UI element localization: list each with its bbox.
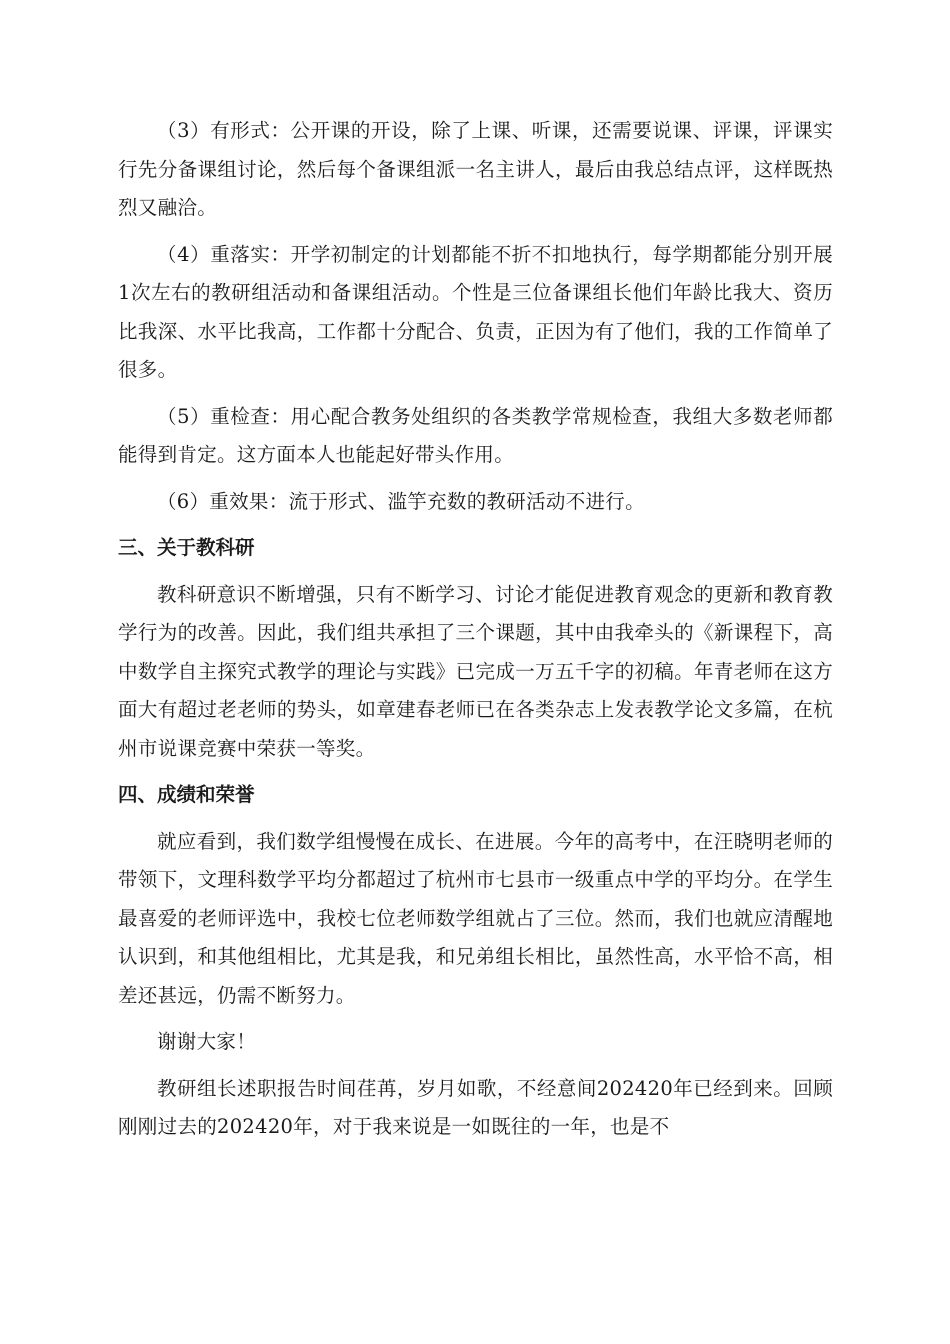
paragraph-item-4: （4）重落实：开学初制定的计划都能不折不扣地执行，每学期都能分别开展1次左右的教研组活动和备课组活动。个性是三位备课组长他们年龄比我大、资历比我深、水平比我高，工作都十分配合、负责，正因为有了他们，我的工作简单了很多。 xyxy=(118,242,833,381)
paragraph-item-5: （5）重检查：用心配合教务处组织的各类教学常规检查，我组大多数老师都能得到肯定。这方面本人也能起好带头作用。 xyxy=(118,404,833,466)
paragraph-item-6: （6）重效果：流于形式、滥竽充数的教研活动不进行。 xyxy=(157,489,645,513)
section-heading-achievements: 四、成绩和荣誉 xyxy=(118,783,255,806)
paragraph-achievements: 就应看到，我们数学组慢慢在成长、在进展。今年的高考中，在汪晓明老师的带领下，文理科数学平均分都超过了杭州市七县市一级重点中学的平均分。在学生最喜爱的老师评选中，我校七位老师数学组就占了三位。然而，我们也就应清醒地认识到，和其他组相比，尤其是我，和兄弟组长相比，虽然性高，水平恰不高，相差还甚远，仍需不断努力。 xyxy=(118,829,833,1007)
section-heading-research: 三、关于教科研 xyxy=(118,536,255,559)
paragraph-thanks: 谢谢大家！ xyxy=(157,1030,257,1053)
document-body xyxy=(118,112,833,1147)
paragraph-item-3: （3）有形式：公开课的开设，除了上课、听课，还需要说课、评课，评课实行先分备课组讨论，然后每个备课组派一名主讲人，最后由我总结点评，这样既热烈又融洽。 xyxy=(118,119,833,219)
paragraph-report-intro: 教研组长述职报告时间荏苒，岁月如歌，不经意间202420年已经到来。回顾刚刚过去的202420年，对于我来说是一如既往的一年，也是不 xyxy=(118,1076,833,1138)
paragraph-research: 教科研意识不断增强，只有不断学习、讨论才能促进教育观念的更新和教育教学行为的改善。因此，我们组共承担了三个课题，其中由我牵头的《新课程下，高中数学自主探究式教学的理论与实践》已完成一万五千字的初稿。年青老师在这方面大有超过老老师的势头，如章建春老师已在各类杂志上发表教学论文多篇，在杭州市说课竞赛中荣获一等奖。 xyxy=(118,582,833,760)
